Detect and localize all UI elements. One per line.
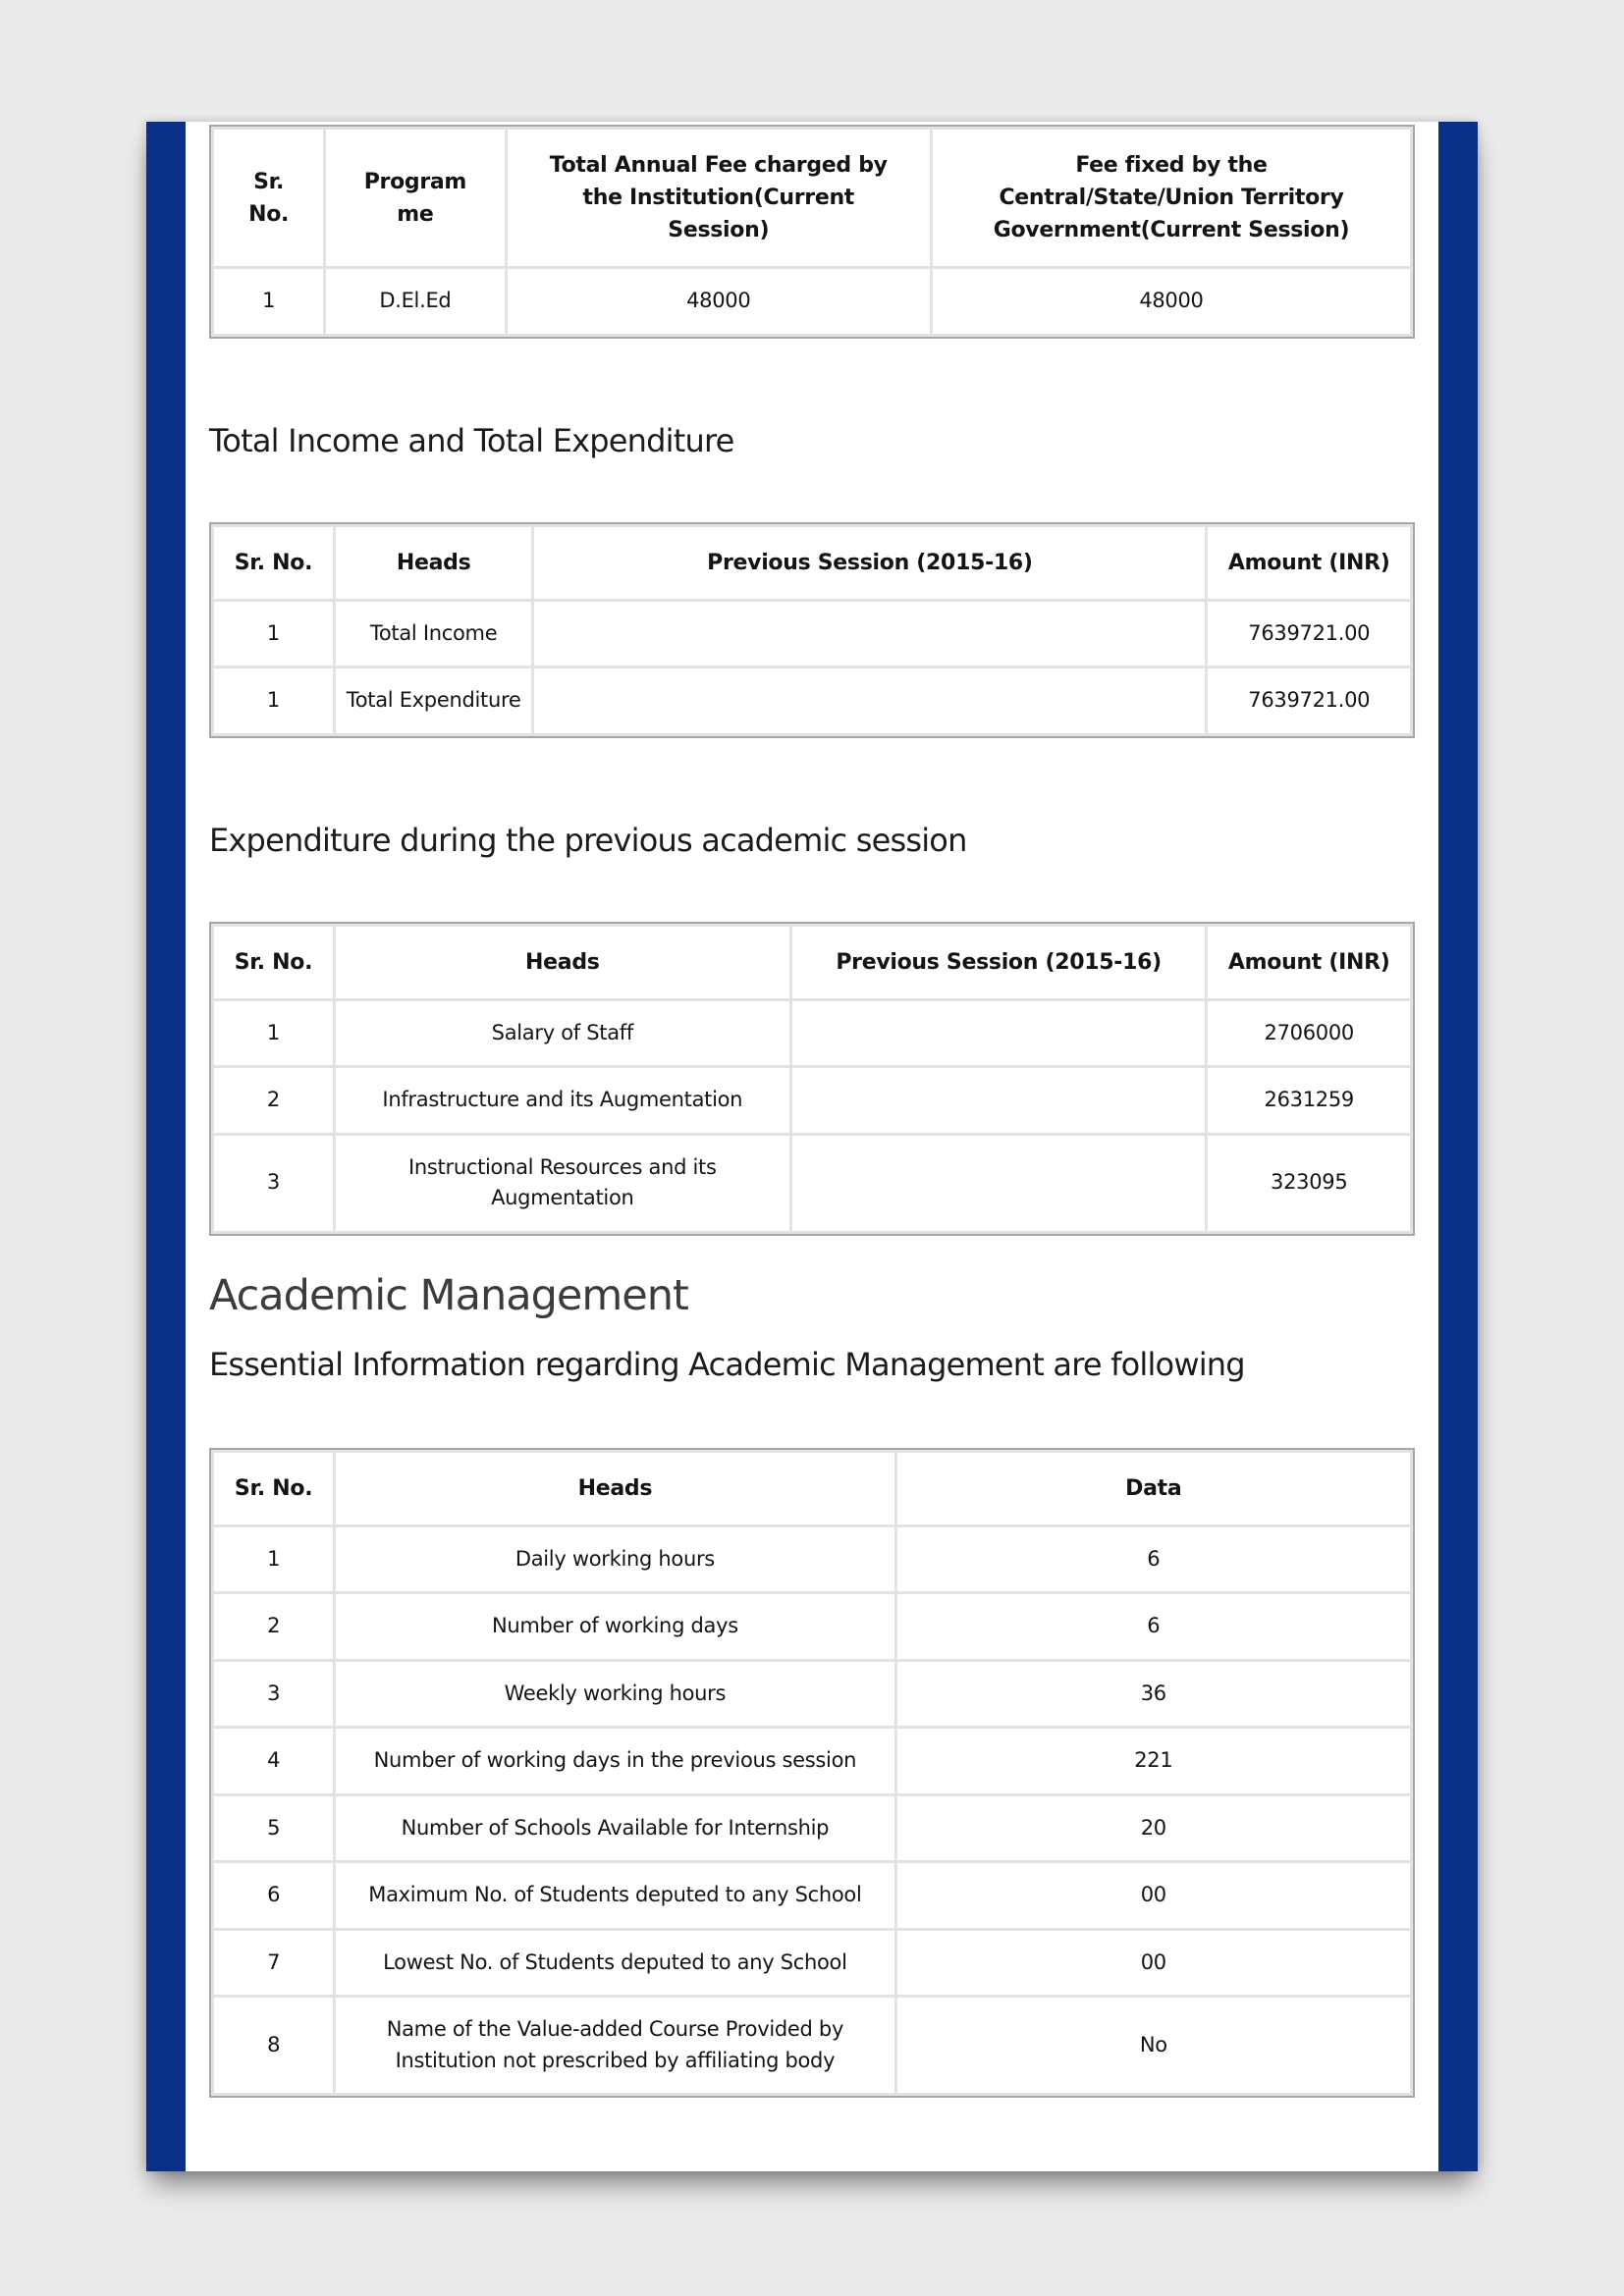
table-cell [792,1001,1206,1066]
table-cell: Total Expenditure [336,668,531,733]
header-row [214,1453,1410,1524]
column-header: Sr. No. [214,1453,333,1524]
document-page [146,122,1478,2171]
table-cell: 1 [214,602,333,667]
table-cell: 2706000 [1208,1001,1410,1066]
table-cell: 2 [214,1068,333,1133]
column-header: Amount (INR) [1208,527,1410,599]
table-cell: Salary of Staff [336,1001,789,1066]
table-row [214,668,1410,733]
table-cell: 2631259 [1208,1068,1410,1133]
header-row [214,527,1410,599]
table-row [214,1068,1410,1133]
table-cell: 7639721.00 [1208,602,1410,667]
page-right-blue-bar [1438,122,1478,2171]
table-row [214,1998,1410,2093]
table-cell: 00 [897,1931,1410,1996]
expenditure-table [209,922,1415,1236]
column-header: Heads [336,927,789,998]
table-cell: Instructional Resources and its Augmentation [336,1136,789,1231]
table-row [214,1001,1410,1066]
table-cell: 6 [897,1527,1410,1592]
table-cell: 1 [214,269,323,334]
table-cell: 7 [214,1931,333,1996]
column-header: Amount (INR) [1208,927,1410,998]
header-row [214,927,1410,998]
header-row [214,130,1410,266]
column-header: Heads [336,1453,893,1524]
column-header: Sr. No. [214,130,323,266]
column-header: Data [897,1453,1410,1524]
column-header: Programme [326,130,504,266]
column-header: Previous Session (2015-16) [792,927,1206,998]
table-cell: 36 [897,1662,1410,1727]
table-cell: 4 [214,1729,333,1793]
table-cell: 20 [897,1796,1410,1861]
table-cell: Name of the Value-added Course Provided by Institution not prescribed by affiliating body [336,1998,893,2093]
table-cell: Infrastructure and its Augmentation [336,1068,789,1133]
column-header: Heads [336,527,531,599]
table-cell: 00 [897,1863,1410,1928]
section-title-income: Total Income and Total Expenditure [209,421,734,459]
table-row [214,1931,1410,1996]
table-cell: 1 [214,668,333,733]
table-cell: 3 [214,1662,333,1727]
table-cell: 7639721.00 [1208,668,1410,733]
table-cell: 48000 [933,269,1410,334]
table-cell: 6 [214,1863,333,1928]
table-cell: 6 [897,1594,1410,1659]
table-cell: Total Income [336,602,531,667]
table-cell: Number of Schools Available for Internship [336,1796,893,1861]
table-cell: 221 [897,1729,1410,1793]
table-row [214,1527,1410,1592]
table-cell [792,1136,1206,1231]
table-cell: Maximum No. of Students deputed to any School [336,1863,893,1928]
table-row [214,269,1410,334]
column-header: Previous Session (2015-16) [534,527,1205,599]
table-cell [534,668,1205,733]
table-cell: No [897,1998,1410,2093]
page-left-blue-bar [146,122,186,2171]
table-cell [534,602,1205,667]
table-cell: Lowest No. of Students deputed to any School [336,1931,893,1996]
table-row [214,1796,1410,1861]
fee-table [209,125,1415,339]
table-cell: Number of working days [336,1594,893,1659]
table-cell: 5 [214,1796,333,1861]
income-expenditure-table [209,522,1415,738]
column-header: Total Annual Fee charged by the Institution(Current Session) [508,130,930,266]
table-cell: 3 [214,1136,333,1231]
column-header: Fee fixed by the Central/State/Union Territory Government(Current Session) [933,130,1410,266]
table-row [214,1662,1410,1727]
academic-management-heading: Academic Management [209,1270,688,1320]
table-cell: 8 [214,1998,333,2093]
table-cell: 323095 [1208,1136,1410,1231]
table-row [214,1136,1410,1231]
table-row [214,602,1410,667]
academic-management-table [209,1448,1415,2099]
page-content [186,122,1438,2171]
table-cell: D.El.Ed [326,269,504,334]
table-row [214,1594,1410,1659]
table-cell [792,1068,1206,1133]
table-cell: 1 [214,1001,333,1066]
academic-management-subtitle: Essential Information regarding Academic Management are following [209,1345,1245,1383]
table-cell: Daily working hours [336,1527,893,1592]
column-header: Sr. No. [214,527,333,599]
section-title-expenditure: Expenditure during the previous academic session [209,821,967,859]
table-row [214,1863,1410,1928]
table-cell: 48000 [508,269,930,334]
table-cell: 1 [214,1527,333,1592]
table-cell: Weekly working hours [336,1662,893,1727]
table-row [214,1729,1410,1793]
table-cell: Number of working days in the previous session [336,1729,893,1793]
table-cell: 2 [214,1594,333,1659]
column-header: Sr. No. [214,927,333,998]
